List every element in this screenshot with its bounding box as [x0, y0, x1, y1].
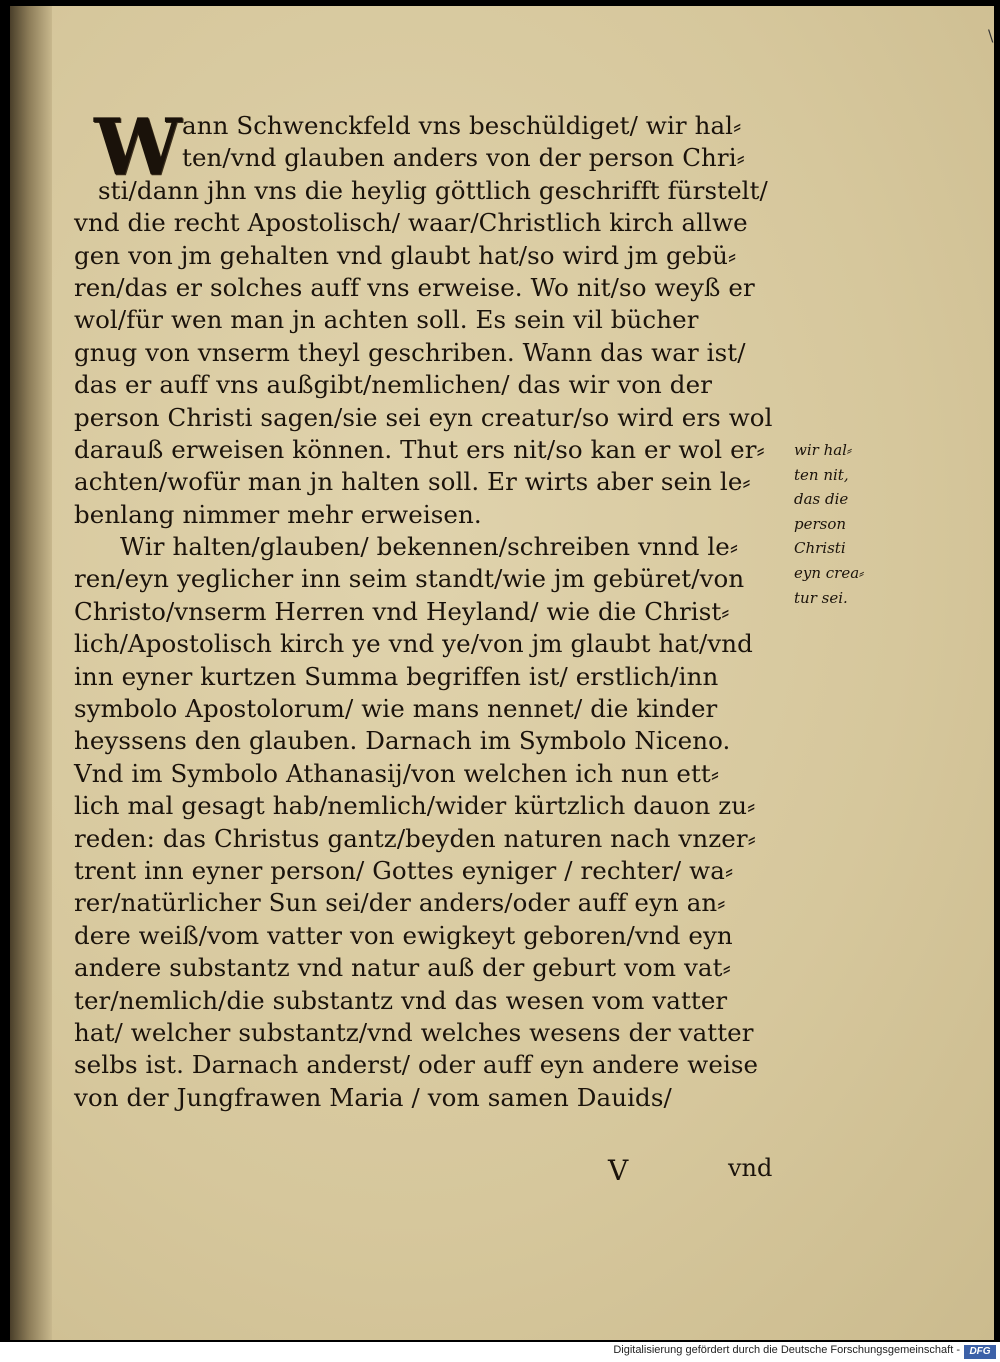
- digitization-credit: Digitalisierung gefördert durch die Deutsche Forschungsgemeinschaft -: [613, 1344, 960, 1356]
- text-line: darauß erweisen können. Thut ers nit/so kan er wol er⸗: [74, 434, 765, 464]
- signature-mark: V: [608, 1154, 629, 1187]
- margin-note-line: wir hal⸗: [794, 441, 852, 459]
- text-line: vnd die recht Apostolisch/ waar/Christlich kirch allwe: [74, 208, 748, 238]
- text-line: ren/das er solches auff vns erweise. Wo nit/so weyß er: [74, 272, 755, 302]
- text-line: Wir halten/glauben/ bekennen/schreiben vnnd le⸗: [120, 532, 739, 562]
- text-line: inn eyner kurtzen Summa begriffen ist/ erstlich/inn: [74, 661, 719, 691]
- text-line: rer/natürlicher Sun sei/der anders/oder auff eyn an⸗: [74, 888, 726, 918]
- margin-note: [794, 438, 884, 610]
- text-line: lich mal gesagt hab/nemlich/wider kürtzlich dauon zu⸗: [74, 791, 756, 821]
- text-line: achten/wofür man jn halten soll. Er wirts aber sein le⸗: [74, 467, 751, 497]
- text-line: Christo/vnserm Herren vnd Heyland/ wie die Christ⸗: [74, 596, 730, 626]
- margin-note-line: ten nit,: [794, 465, 849, 484]
- book-page: [10, 6, 994, 1340]
- margin-note-line: tur sei.: [794, 588, 848, 607]
- text-line: sti/dann jhn vns die heylig göttlich geschrifft fürstelt/: [98, 175, 768, 205]
- text-line: andere substantz vnd natur auß der geburt vom vat⸗: [74, 953, 731, 983]
- decorated-initial: W: [94, 102, 182, 193]
- text-line: das er auff vns außgibt/nemlichen/ das wir von der: [74, 370, 713, 400]
- margin-note-line: Christi: [794, 539, 846, 558]
- text-line: von der Jungfrawen Maria / vom samen Dauids/: [74, 1082, 672, 1112]
- margin-note-line: person: [794, 514, 847, 533]
- margin-note-line: eyn crea⸗: [794, 563, 865, 582]
- text-line: gen von jm gehalten vnd glaubt hat/so wird jm gebü⸗: [74, 240, 737, 270]
- text-line: benlang nimmer mehr erweisen.: [74, 499, 482, 529]
- text-line: trent inn eyner person/ Gottes eyniger / rechter/ wa⸗: [74, 855, 734, 885]
- digitization-credit-bar: [0, 1342, 1000, 1362]
- main-text-block: [74, 110, 794, 1114]
- margin-note-line: das die: [794, 490, 849, 509]
- text-line: ren/eyn yeglicher inn seim standt/wie jm gebüret/von: [74, 564, 745, 594]
- catchword: vnd: [728, 1154, 773, 1182]
- dfg-logo[interactable]: DFG: [964, 1345, 996, 1359]
- text-line: dere weiß/vom vatter von ewigkeyt geboren/vnd eyn: [74, 920, 733, 950]
- text-line: person Christi sagen/sie sei eyn creatur/so wird ers wol: [74, 402, 773, 432]
- book-gutter: [10, 6, 52, 1340]
- page-footer: [74, 1154, 794, 1190]
- corner-mark: \: [988, 26, 994, 45]
- text-line: ter/nemlich/die substantz vnd das wesen vom vatter: [74, 985, 728, 1015]
- text-line: heyssens den glauben. Darnach im Symbolo Niceno.: [74, 726, 731, 756]
- text-line: ten/vnd glauben anders von der person Chri⸗: [182, 143, 745, 173]
- text-line: ann Schwenckfeld vns beschüldiget/ wir hal⸗: [182, 111, 742, 140]
- text-line: gnug von vnserm theyl geschriben. Wann das war ist/: [74, 337, 746, 367]
- text-line: selbs ist. Darnach anderst/ oder auff eyn andere weise: [74, 1050, 759, 1080]
- text-line: hat/ welcher substantz/vnd welches wesens der vatter: [74, 1017, 754, 1047]
- text-line: wol/für wen man jn achten soll. Es sein vil bücher: [74, 305, 699, 335]
- text-line: symbolo Apostolorum/ wie mans nennet/ die kinder: [74, 694, 718, 724]
- text-line: Vnd im Symbolo Athanasij/von welchen ich nun ett⸗: [74, 758, 720, 788]
- text-line: reden: das Christus gantz/beyden naturen nach vnzer⸗: [74, 823, 756, 853]
- text-line: lich/Apostolisch kirch ye vnd ye/von jm glaubt hat/vnd: [74, 629, 753, 659]
